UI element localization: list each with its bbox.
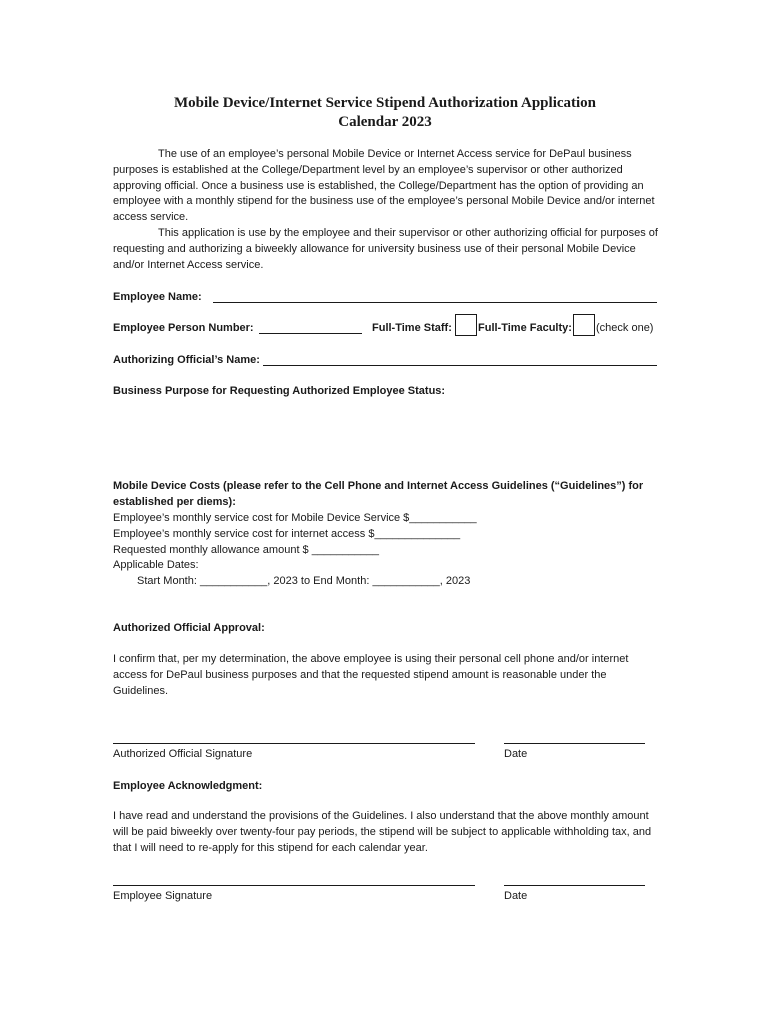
person-number-label: Employee Person Number: (113, 322, 254, 334)
person-number-field[interactable] (259, 333, 362, 334)
business-purpose-label: Business Purpose for Requesting Authorized Employee Status: (113, 385, 446, 397)
employee-name-field[interactable] (213, 302, 657, 303)
acknowledgment-text: I have read and understand the provisions of the Guidelines. I also understand that the above monthly amount will be paid biweekly over twenty-four pay periods, the stipend will be subject to applicable withholding tax, and that I will need to re-apply for this stipend for each calendar year. (113, 810, 652, 854)
costs-heading-line-1: Mobile Device Costs (please refer to the Cell Phone and Internet Access Guidelines (“Guidelines”) for (113, 480, 644, 492)
requested-allowance: Requested monthly allowance amount $ ___________ (113, 544, 380, 556)
employee-date-label: Date (504, 890, 528, 902)
employee-name-label: Employee Name: (113, 291, 202, 303)
intro-paragraph-2: This application is use by the employee and their supervisor or other authorizing official for purposes of requesting and authorizing a biweekly allowance for university business use of their personal Mobile Device and/or Internet Access service. (113, 227, 658, 271)
official-date-line[interactable] (504, 743, 645, 744)
form-title: Mobile Device/Internet Service Stipend Authorization Application (173, 95, 597, 111)
official-signature-label: Authorized Official Signature (113, 748, 253, 760)
official-signature-line[interactable] (113, 743, 475, 744)
applicable-dates-label: Applicable Dates: (113, 559, 199, 571)
full-time-faculty-checkbox[interactable] (573, 314, 595, 336)
mobile-device-cost: Employee’s monthly service cost for Mobile Device Service $___________ (113, 512, 477, 524)
employee-date-line[interactable] (504, 885, 645, 886)
approval-text: I confirm that, per my determination, the above employee is using their personal cell phone and/or internet access for DePaul business purposes and that the requested stipend amount is reasonable under the Guidelines. (113, 653, 629, 697)
costs-heading-line-2: established per diems): (113, 496, 236, 508)
form-subtitle: Calendar 2023 (338, 114, 432, 130)
internet-access-cost: Employee’s monthly service cost for internet access $______________ (113, 528, 461, 540)
start-end-month: Start Month: ___________, 2023 to End Month: ___________, 2023 (137, 575, 471, 587)
approval-heading: Authorized Official Approval: (113, 622, 265, 634)
employee-signature-label: Employee Signature (113, 890, 213, 902)
intro-paragraph-1: The use of an employee’s personal Mobile Device or Internet Access service for DePaul business purposes is established at the College/Department level by an employee’s supervisor or other authorized approving official. Once a business use is established, the College/Department has the option of providing an employee with a monthly stipend for the business use of the employee’s personal Mobile Device and/or internet access service. (113, 148, 655, 224)
full-time-staff-checkbox[interactable] (455, 314, 477, 336)
official-date-label: Date (504, 748, 528, 760)
full-time-staff-label: Full-Time Staff: (372, 322, 452, 334)
full-time-faculty-label: Full-Time Faculty: (478, 322, 572, 334)
employee-signature-line[interactable] (113, 885, 475, 886)
authorizing-official-label: Authorizing Official’s Name: (113, 354, 260, 366)
check-one-hint: (check one) (596, 322, 654, 334)
authorizing-official-field[interactable] (263, 365, 657, 366)
acknowledgment-heading: Employee Acknowledgment: (113, 780, 263, 792)
